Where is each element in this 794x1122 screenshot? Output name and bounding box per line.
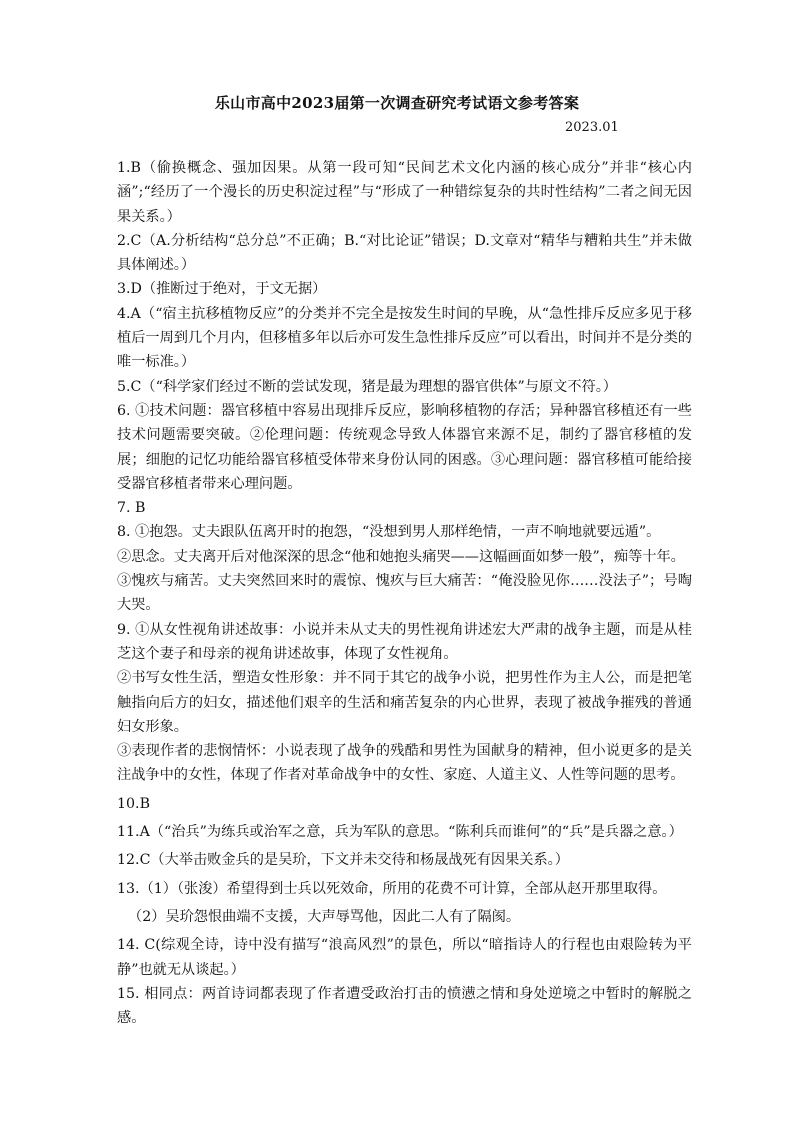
answer-7: 7. B [117,500,146,517]
answer-14: 14. C(综观全诗，诗中没有描写“浪高风烈”的景色，所以“暗指诗人的行程也由艰险转为平静”也就无从谈起。） [117,937,692,978]
answer-6: 6. ①技术问题：器官移植中容易出现排斥反应，影响移植物的存活；异种器官移植还有一些技术问题需要突破。②伦理问题：传统观念导致人体器官来源不足，制约了器官移植的发展；细胞的记忆功能给器官移植受体带来身份认同的困惑。③心理问题：器官移植可能给接受器官移植者带来心理问题。 [117,402,692,492]
answer-2: 2.C（A.分析结构“总分总”不正确；B.“对比论证”错误；D.文章对“精华与糟粕共生”并未做具体阐述。） [117,232,692,274]
document-date: 2023.01 [565,120,619,135]
answer-8-point-1: 8. ①抱怨。丈夫跟队伍离开时的抱怨，“没想到男人那样绝情，一声不响地就要远遁”。 [117,524,661,541]
answer-8-point-3: ③愧疚与痛苦。丈夫突然回来时的震惊、愧疚与巨大痛苦：“俺没脸见你……没法子”；号啕大哭。 [117,573,692,614]
answer-9-point-1: 9. ①从女性视角讲述故事：小说并未从丈夫的男性视角讲述宏大严肃的战争主题，而是从桂芝这个妻子和母亲的视角讲述故事，体现了女性视角。 [117,621,692,662]
answer-9-point-2: ②书写女性生活，塑造女性形象：并不同于其它的战争小说，把男性作为主人公，而是把笔触指向后方的妇女，描述他们艰辛的生活和痛苦复杂的内心世界，表现了被战争摧残的普通妇女形象。 [117,670,692,735]
answer-11: 11.A（“治兵”为练兵或治军之意，兵为军队的意思。“陈利兵而谁何”的“兵”是兵器之意。） [117,824,683,841]
answer-1: 1.B（偷换概念、强加因果。从第一段可知“民间艺术文化内涵的核心成分”并非“核心内涵”;“经历了一个漫长的历史积淀过程”与“形成了一种错综复杂的共时性结构”二者之间无因果关系。） [117,160,692,225]
answer-15: 15. 相同点：两首诗词都表现了作者遭受政治打击的愤懑之情和身处逆境之中暂时的解脱之感。 [117,985,692,1027]
answer-13-part-2: （2）吴玠怨恨曲端不支援，大声辱骂他，因此二人有了隔阂。 [128,908,521,925]
answer-3: 3.D（推断过于绝对，于文无据） [117,281,327,298]
answer-13-part-1: 13.（1）（张浚）希望得到士兵以死效命，所用的花费不可计算，全部从赵开那里取得。 [117,880,667,897]
answer-10: 10.B [117,795,150,812]
answer-5: 5.C（“科学家们经过不断的尝试发现，猪是最为理想的器官供体”与原文不符。） [117,378,617,395]
answer-list [117,156,692,1030]
page-title: 乐山市高中2023届第一次调查研究考试语文参考答案 [214,94,580,112]
answer-4: 4.A（“宿主抗移植物反应”的分类并不完全是按发生时间的早晚，从“急性排斥反应多见于移植后一周到几个月内，但移植多年以后亦可发生急性排斥反应”可以看出，时间并不是分类的唯一标准。） [117,305,692,371]
answer-12: 12.C（大举击败金兵的是吴玠，下文并未交待和杨晟战死有因果关系。） [117,852,569,869]
answer-9-point-3: ③表现作者的悲悯情怀：小说表现了战争的残酷和男性为国献身的精神，但小说更多的是关注战争中的女性，体现了作者对革命战争中的女性、家庭、人道主义、人性等问题的思考。 [117,743,692,784]
answer-8-point-2: ②思念。丈夫离开后对他深深的思念“他和她抱头痛哭——这幅画面如梦一般”，痴等十年。 [117,548,685,565]
